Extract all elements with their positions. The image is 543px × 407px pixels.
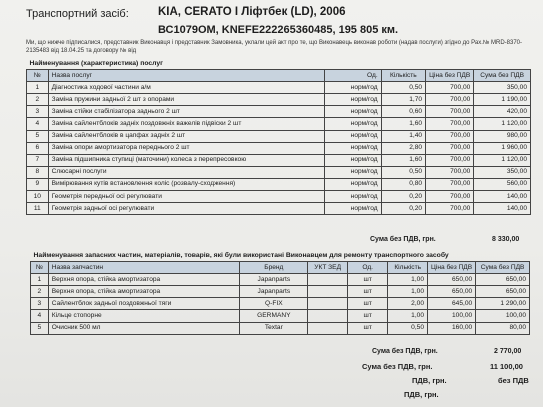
col-price: Ціна без ПДВ bbox=[428, 262, 476, 274]
cell-service-name: Заміна опори амортизатора переднього 2 шт bbox=[48, 142, 324, 154]
cell-unit: норм/год bbox=[324, 94, 381, 106]
cell-num: 2 bbox=[31, 286, 49, 298]
cell-part-name: Верхня опора, стійка амортизатора bbox=[48, 286, 240, 298]
vat2-label: ПДВ, грн. bbox=[404, 390, 439, 399]
cell-num: 3 bbox=[27, 106, 49, 118]
col-price: Ціна без ПДВ bbox=[426, 70, 474, 82]
cell-brand: Q-FIX bbox=[240, 298, 308, 310]
cell-num: 5 bbox=[31, 322, 49, 334]
cell-sum: 420,00 bbox=[474, 106, 531, 118]
cell-unit: норм/год bbox=[324, 82, 381, 94]
col-brand: Бренд bbox=[240, 262, 308, 274]
col-sum: Сума без ПДВ bbox=[474, 70, 531, 82]
cell-price: 650,00 bbox=[428, 286, 476, 298]
cell-qty: 1,60 bbox=[381, 118, 425, 130]
table-row bbox=[27, 203, 531, 215]
cell-sum: 560,00 bbox=[474, 178, 531, 190]
cell-sum: 1 120,00 bbox=[474, 154, 531, 166]
cell-unit: шт bbox=[347, 322, 387, 334]
table-row bbox=[27, 82, 531, 94]
cell-price: 700,00 bbox=[426, 94, 474, 106]
cell-num: 4 bbox=[27, 118, 49, 130]
cell-price: 100,00 bbox=[428, 310, 476, 322]
cell-unit: норм/год bbox=[324, 106, 381, 118]
cell-service-name: Заміна сайлентблоків в цапфах задніх 2 шт bbox=[48, 130, 324, 142]
cell-part-name: Верхня опора, стійка амортизатора bbox=[48, 274, 240, 286]
table-row bbox=[27, 166, 531, 178]
cell-service-name: Вимірювання кутів встановлення коліс (розвалу-сходження) bbox=[48, 178, 324, 190]
cell-unit: шт bbox=[347, 310, 387, 322]
cell-qty: 0,50 bbox=[388, 322, 428, 334]
cell-qty: 1,00 bbox=[388, 286, 428, 298]
cell-sum: 350,00 bbox=[474, 166, 531, 178]
cell-price: 700,00 bbox=[426, 191, 474, 203]
cell-num: 5 bbox=[27, 130, 49, 142]
cell-sum: 1 290,00 bbox=[476, 298, 530, 310]
cell-qty: 2,80 bbox=[381, 142, 425, 154]
cell-qty: 1,00 bbox=[388, 310, 428, 322]
cell-sum: 100,00 bbox=[476, 310, 530, 322]
cell-num: 1 bbox=[31, 274, 49, 286]
cell-service-name: Заміна пружини задньої 2 шт з опорами bbox=[48, 94, 324, 106]
col-part-name: Назва запчастин bbox=[48, 262, 240, 274]
cell-num: 8 bbox=[27, 166, 49, 178]
cell-ukt bbox=[308, 286, 348, 298]
cell-sum: 1 190,00 bbox=[474, 94, 531, 106]
vehicle-label: Транспортний засіб: bbox=[26, 8, 129, 20]
cell-part-name: Сайлентблок задньої поздовжньої тяги bbox=[48, 298, 240, 310]
col-service-name: Назва послуг bbox=[48, 70, 324, 82]
cell-sum: 80,00 bbox=[476, 322, 530, 334]
table-row bbox=[27, 130, 531, 142]
table-row bbox=[27, 178, 531, 190]
cell-unit: норм/год bbox=[324, 191, 381, 203]
services-sum-label: Сума без ПДВ, грн. bbox=[370, 236, 436, 243]
cell-price: 700,00 bbox=[426, 178, 474, 190]
cell-price: 700,00 bbox=[426, 130, 474, 142]
cell-price: 645,00 bbox=[428, 298, 476, 310]
total-label: Сума без ПДВ, грн. bbox=[362, 362, 433, 371]
cell-num: 4 bbox=[31, 310, 49, 322]
table-row bbox=[31, 298, 530, 310]
table-row bbox=[31, 310, 530, 322]
cell-unit: норм/год bbox=[324, 142, 381, 154]
cell-num: 2 bbox=[27, 94, 49, 106]
col-qty: Кількість bbox=[381, 70, 425, 82]
cell-brand: Japanparts bbox=[240, 274, 308, 286]
parts-table bbox=[30, 250, 530, 335]
cell-sum: 140,00 bbox=[474, 191, 531, 203]
vehicle-model: KIA, CERATO І Ліфтбек (LD), 2006 bbox=[158, 6, 346, 18]
vat-label: ПДВ, грн. bbox=[412, 376, 447, 385]
cell-qty: 1,00 bbox=[388, 274, 428, 286]
cell-ukt bbox=[308, 298, 348, 310]
col-ukt: УКТ ЗЕД bbox=[308, 262, 348, 274]
cell-unit: норм/год bbox=[324, 203, 381, 215]
cell-brand: GERMANY bbox=[240, 310, 308, 322]
cell-qty: 0,20 bbox=[381, 203, 425, 215]
cell-num: 10 bbox=[27, 191, 49, 203]
table-row bbox=[31, 274, 530, 286]
col-sum: Сума без ПДВ bbox=[476, 262, 530, 274]
cell-ukt bbox=[308, 274, 348, 286]
cell-qty: 0,60 bbox=[381, 106, 425, 118]
col-num: № bbox=[27, 70, 49, 82]
cell-service-name: Слюсарні послуги bbox=[48, 166, 324, 178]
cell-qty: 1,70 bbox=[381, 94, 425, 106]
cell-num: 3 bbox=[31, 298, 49, 310]
cell-price: 700,00 bbox=[426, 154, 474, 166]
cell-qty: 1,60 bbox=[381, 154, 425, 166]
services-table bbox=[26, 58, 531, 215]
table-row bbox=[31, 286, 530, 298]
cell-qty: 2,00 bbox=[388, 298, 428, 310]
cell-service-name: Геометрія передньої осі регулювати bbox=[48, 191, 324, 203]
table-row bbox=[27, 142, 531, 154]
col-num: № bbox=[31, 262, 49, 274]
cell-sum: 140,00 bbox=[474, 203, 531, 215]
cell-unit: норм/год bbox=[324, 130, 381, 142]
cell-num: 7 bbox=[27, 154, 49, 166]
services-sum-value: 8 330,00 bbox=[492, 236, 520, 243]
cell-unit: шт bbox=[347, 286, 387, 298]
cell-sum: 1 120,00 bbox=[474, 118, 531, 130]
cell-price: 650,00 bbox=[428, 274, 476, 286]
cell-unit: норм/год bbox=[324, 178, 381, 190]
parts-header-row bbox=[31, 262, 530, 274]
cell-num: 6 bbox=[27, 142, 49, 154]
parts-title: Найменування запасних частин, матеріалів, товарів, які були використані Виконавцем для ремонту транспортного засобу bbox=[33, 251, 449, 259]
cell-part-name: Очисник 500 мл bbox=[48, 322, 240, 334]
col-unit: Од. bbox=[324, 70, 381, 82]
parts-sum-label: Сума без ПДВ, грн. bbox=[372, 348, 438, 355]
table-row bbox=[27, 191, 531, 203]
cell-price: 700,00 bbox=[426, 142, 474, 154]
cell-sum: 650,00 bbox=[476, 286, 530, 298]
cell-sum: 1 960,00 bbox=[474, 142, 531, 154]
table-row bbox=[27, 154, 531, 166]
total-value: 11 100,00 bbox=[490, 362, 523, 371]
cell-unit: норм/год bbox=[324, 166, 381, 178]
parts-sum-value: 2 770,00 bbox=[494, 348, 522, 355]
cell-price: 700,00 bbox=[426, 82, 474, 94]
table-row bbox=[27, 118, 531, 130]
cell-price: 700,00 bbox=[426, 203, 474, 215]
cell-sum: 650,00 bbox=[476, 274, 530, 286]
cell-qty: 0,50 bbox=[381, 82, 425, 94]
table-row bbox=[27, 94, 531, 106]
cell-service-name: Заміна стійки стабілізатора заднього 2 шт bbox=[48, 106, 324, 118]
cell-qty: 0,50 bbox=[381, 166, 425, 178]
vehicle-id: ВС1079ОМ, KNEFE222265360485, 195 805 км. bbox=[158, 24, 399, 36]
cell-price: 700,00 bbox=[426, 106, 474, 118]
cell-ukt bbox=[308, 310, 348, 322]
col-unit: Од. bbox=[347, 262, 387, 274]
cell-brand: Textar bbox=[240, 322, 308, 334]
cell-num: 1 bbox=[27, 82, 49, 94]
cell-service-name: Заміна сайлентблоків задніх поздовжніх важелів підвіски 2 шт bbox=[48, 118, 324, 130]
cell-qty: 0,80 bbox=[381, 178, 425, 190]
table-row bbox=[31, 322, 530, 334]
cell-sum: 980,00 bbox=[474, 130, 531, 142]
cell-qty: 1,40 bbox=[381, 130, 425, 142]
cell-part-name: Кільце стопорне bbox=[48, 310, 240, 322]
cell-sum: 350,00 bbox=[474, 82, 531, 94]
services-title: Найменування (характеристика) послуг bbox=[29, 59, 163, 67]
cell-brand: Japanparts bbox=[240, 286, 308, 298]
cell-num: 9 bbox=[27, 178, 49, 190]
cell-service-name: Заміна підшипника ступиці (маточини) колеса з перепресовкою bbox=[48, 154, 324, 166]
cell-unit: шт bbox=[347, 298, 387, 310]
services-header-row bbox=[27, 70, 531, 82]
cell-price: 160,00 bbox=[428, 322, 476, 334]
cell-num: 11 bbox=[27, 203, 49, 215]
cell-unit: норм/год bbox=[324, 154, 381, 166]
vat-value: без ПДВ bbox=[498, 376, 529, 385]
cell-unit: норм/год bbox=[324, 118, 381, 130]
table-row bbox=[27, 106, 531, 118]
cell-service-name: Діагностика ходової частини а/м bbox=[48, 82, 324, 94]
cell-price: 700,00 bbox=[426, 118, 474, 130]
cell-unit: шт bbox=[347, 274, 387, 286]
cell-qty: 0,20 bbox=[381, 191, 425, 203]
cell-price: 700,00 bbox=[426, 166, 474, 178]
col-qty: Кількість bbox=[388, 262, 428, 274]
cell-service-name: Геометрія задньої осі регулювати bbox=[48, 203, 324, 215]
agreement-text: Ми, що нижче підписалися, представник Виконавця і представник Замовника, уклали цей акт про те, що Виконавець виконав роботи (надав послуги) згідно до Рах.№ MRD-8370-2135483 від 18.04.25 та договору № від bbox=[26, 40, 522, 54]
cell-ukt bbox=[308, 322, 348, 334]
